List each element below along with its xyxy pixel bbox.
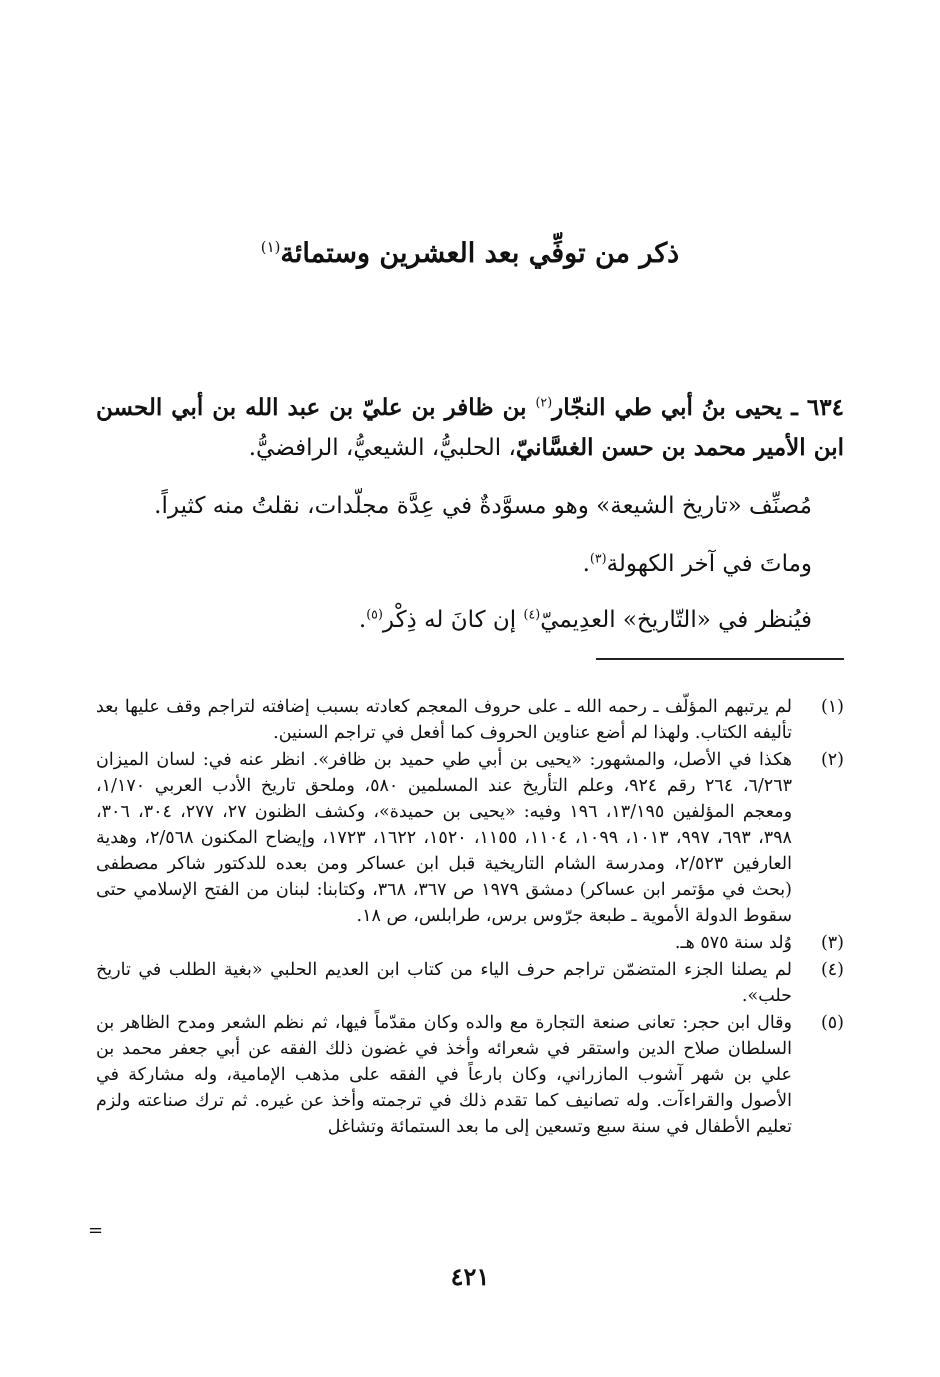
footnote-number: (١) [820,697,844,717]
footnote-text: وُلد سنة ٥٧٥ هـ. [674,933,792,953]
paragraph-see-end: . [358,607,367,633]
footnotes [96,694,844,1141]
paragraph-see-also [112,600,812,640]
entry-number-name: ٦٣٤ ـ يحيى بنُ أبي طي النجّار [552,394,844,421]
page-number: ٤٢١ [450,1262,490,1291]
footnote-text: هكذا في الأصل، والمشهور: «يحيى بن أبي طي حميد بن ظافر». انظر عنه في: لسان الميزان ٦/٢٦٣، ٢٦٤ رقم ٩٢٤، وعلم التأريخ عند المسلمين ٥٨٠، وملحق تاريخ الأدب العربي ١/١٧٠، ومعجم المؤلفين ١٣/١٩٥، ١٩٦ وفيه: «يحيى بن حميدة»، وكشف الظنون ٢٧، ٢٧٧، ٣٠٤، ٣٠٦، ٣٩٨، ٦٩٣، ٩٩٧، ١٠١٣، ١٠٩٩، ١١٠٤، ١١٥٥، ١٥٢٠، ١٦٢٢، ١٧٢٣، وإيضاح المكنون ٢/٥٦٨، وهدية العارفين ٢/٥٢٣، ومدرسة الشام التاريخية قبل ابن عساكر ومن بعده للدكتور شاكر مصطفى (بحث في مؤتمر ابن عساكر) دمشق ١٩٧٩ ص ٣٦٧، ٣٦٨، وكتابنا: لبنان من الفتح الإسلامي حتى سقوط الدولة الأموية ـ طبعة جرّوس برس، طرابلس، ص ١٨. [96,750,793,926]
paragraph-death-end: . [582,551,590,577]
paragraph-see-ref2: (٥) [366,606,383,622]
paragraph-death [112,544,812,584]
footnote [96,747,844,929]
biography-entry [96,388,844,468]
footnote [96,930,844,956]
footnote-number: (٢) [820,750,844,770]
footnote [96,694,844,746]
entry-nisbas: ، الحلبيُّ، الشيعيُّ، الرافضيُّ. [248,435,516,461]
entry-name-rest: بن ظافر بن عليّ بن عبد الله بن أبي الحسن ابن الأمير محمد بن حسن الغسَّانيّ [96,394,844,461]
paragraph-see-text: فيُنظر في «التّاريخ» العدِيميّ [540,607,812,633]
heading-footnote-ref: (١) [260,238,281,256]
footnote-number: (٥) [820,1013,844,1033]
entry-footnote-ref: (٢) [535,394,553,410]
paragraph-death-ref: (٣) [589,550,607,566]
footnote-separator [596,658,844,660]
paragraph-see-ref: (٤) [523,606,541,622]
footnote-number: (٣) [820,933,844,953]
paragraph-author-of: مُصنِّف «تاريخ الشيعة» وهو مسوَّدةٌ في عِدَّة مجلّدات، نقلتُ منه كثيراً. [154,493,812,519]
paragraph-see-mid: إن كانَ له ذِكْر [382,607,524,633]
footnote-text: وقال ابن حجر: تعانى صنعة التجارة مع والده وكان مقدّماً فيها، ثم نظم الشعر ومدح الظاهر بن السلطان صلاح الدين واستقر في شعرائه وأخذ في غضون ذلك الفقه عن أبي جعفر محمد بن علي بن شهر آشوب المازراني، وكان بارعاً في الفقه على مذهب الإمامية، وله مشاركة في الأصول والقراءآت. وله تصانيف كما تقدم ذلك في ترجمته وأخذ عن غيره. ثم ترك صناعته ولزم تعليم الأطفال في سنة سبع وتسعين إلى ما بعد الستمائة وتشاغل [96,1013,792,1137]
continuation-mark: = [88,1220,104,1241]
footnote-number: (٤) [820,960,844,980]
paragraph-death-text: وماتَ في آخر الكهولة [606,551,812,577]
footnote [96,957,844,1009]
section-heading [150,232,790,276]
footnote-text: لم يصلنا الجزء المتضمّن تراجم حرف الياء من كتاب ابن العديم الحلبي «بغية الطلب في تاريخ حلب». [96,960,792,1006]
footnote-text: لم يرتبهم المؤلّف ـ رحمه الله ـ على حروف المعجم كعادته بسبب إضافته لتراجم وقف عليها بعد تأليفه الكتاب. ولهذا لم أضع عناوين الحروف كما أفعل في تراجم السنين. [96,697,792,743]
footnote [96,1010,844,1140]
heading-title: ذكر من توفِّي بعد العشرين وستمائة [280,238,680,269]
